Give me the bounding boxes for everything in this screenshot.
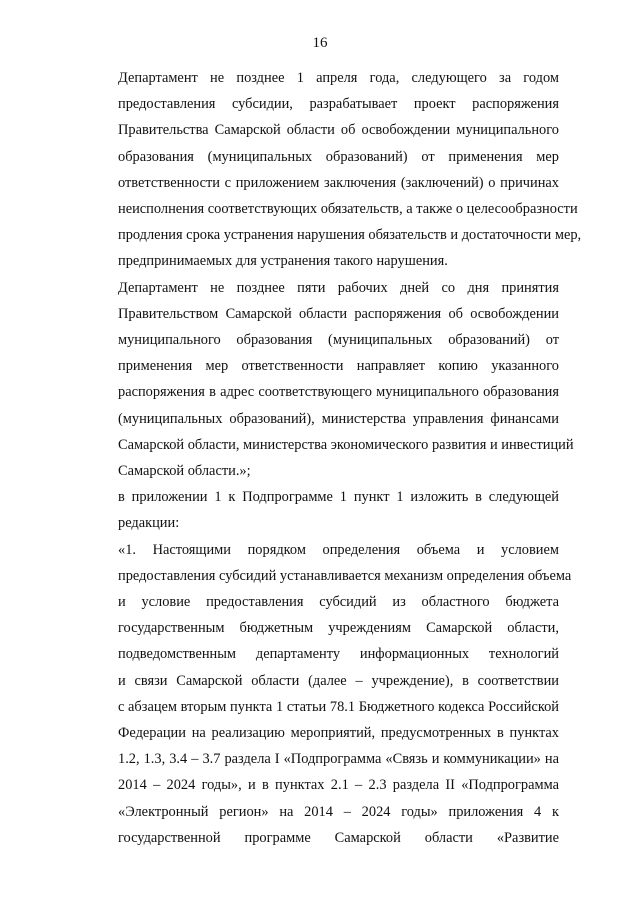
text-line: ответственности с приложением заключения (заключений) о причинах (118, 174, 559, 191)
paragraph-appendix-amendment (75, 484, 559, 536)
paragraph-department-five-days (75, 275, 574, 485)
text-line: подведомственным департаменту информационных технологий (118, 646, 559, 663)
text-line: Самарской области, министерства экономического развития и инвестиций (118, 436, 574, 453)
text-line: неисполнения соответствующих обязательств, а также о целесообразности (118, 201, 578, 218)
text-line: Правительства Самарской области об освобождении муниципального (118, 122, 559, 139)
text-line: и условие предоставления субсидий из областного бюджета (118, 594, 559, 611)
text-line: продления срока устранения нарушения обязательств и достаточности мер, (118, 227, 582, 244)
text-line: применения мер ответственности направляет копию указанного (118, 358, 559, 375)
paragraph-item-1 (75, 537, 572, 851)
text-line: и связи Самарской области (далее – учреждение), в соответствии (118, 672, 559, 689)
text-line: муниципального образования (муниципальных образований) от (118, 332, 559, 349)
page-number: 16 (312, 35, 328, 51)
text-line: предпринимаемых для устранения такого нарушения. (118, 253, 448, 270)
text-line: «Электронный регион» на 2014 – 2024 годы» приложения 4 к (118, 803, 559, 820)
text-line: Правительством Самарской области распоряжения об освобождении (118, 305, 559, 322)
text-line: Самарской области.»; (118, 463, 251, 480)
text-line: предоставления субсидии, разрабатывает проект распоряжения (118, 96, 559, 113)
text-line: «1. Настоящими порядком определения объема и условием (118, 541, 559, 558)
text-line: Департамент не позднее 1 апреля года, следующего за годом (118, 70, 559, 86)
text-line: с абзацем вторым пункта 1 статьи 78.1 Бюджетного кодекса Российской (118, 698, 559, 715)
text-line: распоряжения в адрес соответствующего муниципального образования (118, 384, 559, 401)
text-line: в приложении 1 к Подпрограмме 1 пункт 1 изложить в следующей (118, 489, 559, 506)
document-body (75, 65, 582, 851)
text-line: редакции: (118, 515, 180, 532)
text-line: государственным бюджетным учреждениям Самарской области, (118, 620, 559, 637)
paragraph-department-april (75, 65, 582, 275)
text-line: Департамент не позднее пяти рабочих дней со дня принятия (118, 279, 559, 296)
text-line: 2014 – 2024 годы», и в пунктах 2.1 – 2.3 раздела II «Подпрограмма (118, 777, 559, 794)
text-line: (муниципальных образований), министерства управления финансами (118, 410, 559, 427)
text-line: 1.2, 1.3, 3.4 – 3.7 раздела I «Подпрограмма «Связь и коммуникации» на (118, 751, 559, 768)
text-line: предоставления субсидий устанавливается механизм определения объема (118, 567, 572, 584)
text-line: образования (муниципальных образований) от применения мер (118, 148, 559, 165)
text-line: государственной программе Самарской области «Развитие (118, 829, 559, 846)
text-line: Федерации на реализацию мероприятий, предусмотренных в пунктах (118, 725, 559, 742)
